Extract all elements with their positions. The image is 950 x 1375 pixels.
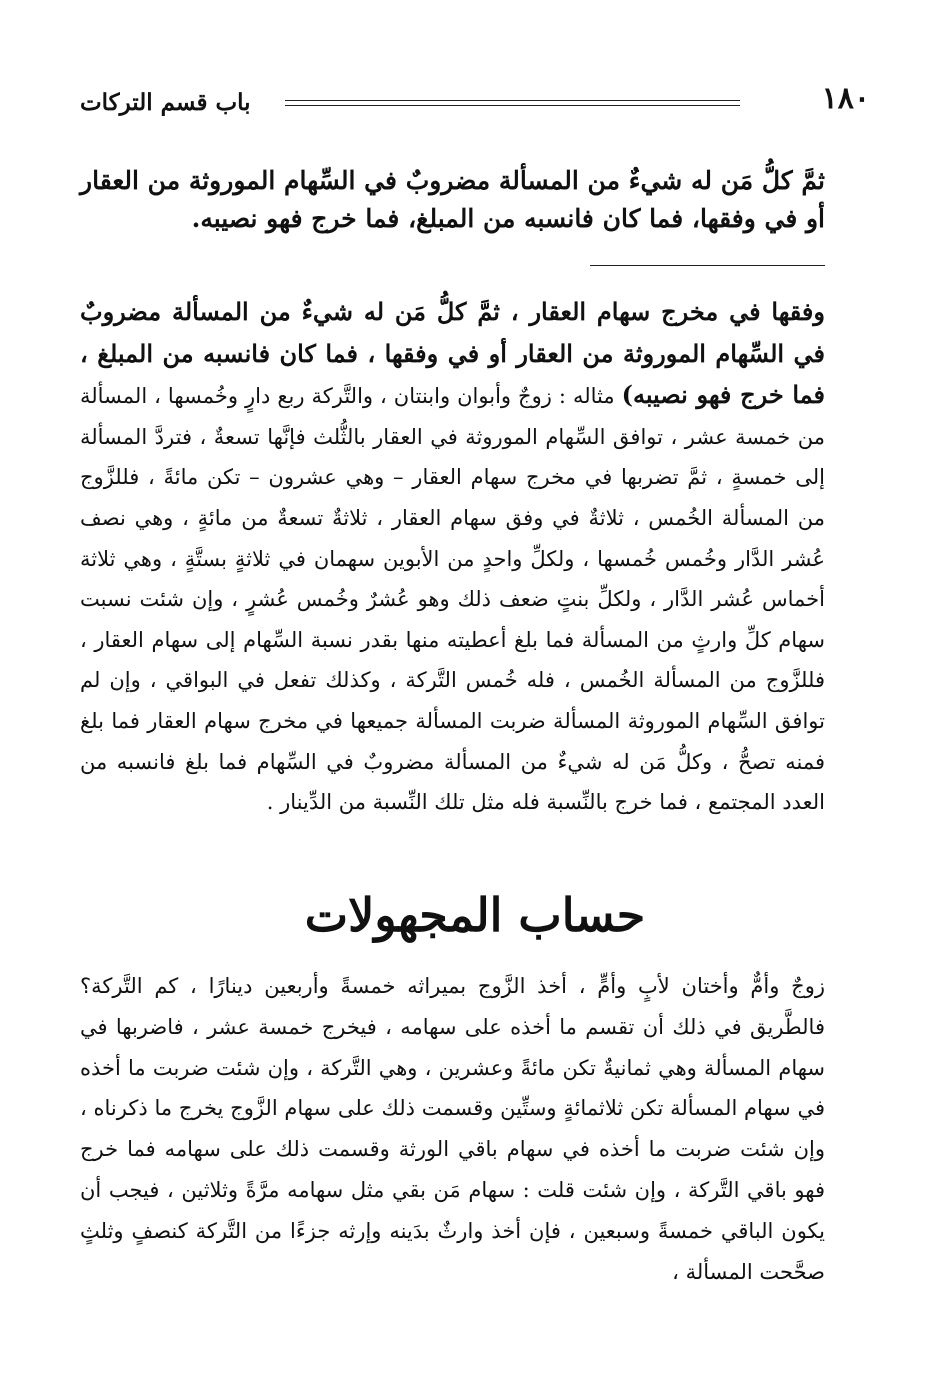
page-number: ١٨٠ bbox=[821, 81, 870, 116]
commentary-paragraph bbox=[80, 292, 825, 823]
chapter-heading: حساب المجهولات bbox=[304, 888, 646, 942]
matn-text: ثمَّ كلُّ مَن له شيءٌ من المسألة مضروبٌ في السِّهام الموروثة من العقار أو في وفقها، فما كان فانسبه من المبلغ، فما خرج فهو نصيبه. bbox=[80, 166, 825, 233]
section-title: باب قسم التركات bbox=[80, 89, 251, 116]
matn-divider bbox=[590, 265, 825, 266]
running-header bbox=[80, 82, 870, 126]
problem-paragraph: زوجٌ وأمٌّ وأختان لأبٍ وأمٍّ ، أخذ الزَّوج بميراثه خمسةً وأربعين دينارًا ، كم التَّركة؟ فالطَّريق في ذلك أن تقسم ما أخذه على سهامه ، فيخرج خمسة عشر ، فاضربها في سهام المسألة وهي ثمانيةٌ تكن مائةً وعشرين ، وهي التَّركة ، وإن شئت ضربت ما أخذه في سهام المسألة تكن ثلاثمائةٍ وستِّين وقسمت ذلك على سهام الزَّوج يخرج ما ذكرناه ، وإن شئت ضربت ما أخذه في سهام باقي الورثة وقسمت ذلك على سهامه فما خرج فهو باقي التَّركة ، وإن شئت قلت : سهام مَن بقي مثل سهامه مرَّةً وثلاثين ، فيجب أن يكون الباقي خمسةً وسبعين ، فإن أخذ وارثٌ بدَينه وإرثه جزءًا من التَّركة كنصفٍ وثلثٍ صحَّحت المسألة ، bbox=[80, 974, 825, 1284]
commentary-body: مثاله : زوجٌ وأبوان وابنتان ، والتَّركة ربع دارٍ وخُمسها ، المسألة من خمسة عشر ، توافق السِّهام الموروثة في العقار بالثُّلث فإنَّها تسعةٌ ، فتردَّ المسألة إلى خمسةٍ ، ثمَّ تضربها في مخرج سهام العقار – وهي عشرون – تكن مائةً ، فللزَّوج من المسألة الخُمس ، ثلاثةٌ في وفق سهام العقار ، ثلاثةٌ تسعةٌ من مائةٍ ، وهي نصف عُشر الدَّار وخُمس خُمسها ، ولكلِّ واحدٍ من الأبوين سهمان في ثلاثةٍ بستَّةٍ ، وهي ثلاثة أخماس عُشر الدَّار ، ولكلِّ بنتٍ ضعف ذلك وهو عُشرٌ وخُمس عُشرٍ ، وإن شئت نسبت سهام كلِّ وارثٍ من المسألة فما بلغ أعطيته منها بقدر نسبة السِّهام إلى سهام العقار ، فللزَّوج من المسألة الخُمس ، فله خُمس التَّركة ، وكذلك تفعل في البواقي ، وإن لم توافق السِّهام الموروثة المسألة ضربت المسألة جميعها في مخرج سهام العقار فما بلغ فمنه تصحُّ ، وكلُّ مَن له شيءٌ من المسألة مضروبٌ في السِّهام فما بلغ فانسبه من العدد المجتمع ، فما خرج بالنِّسبة فله مثل تلك النِّسبة من الدِّينار . bbox=[80, 384, 825, 815]
quoted-matn: وفقها في مخرج سهام العقار ، ثمَّ كلُّ مَن له شيءٌ من المسألة مضروبٌ في السِّهام الموروثة من العقار أو في وفقها ، فما كان فانسبه من المبلغ ، فما خرج فهو نصيبه) bbox=[80, 297, 825, 410]
header-rule bbox=[285, 100, 740, 106]
